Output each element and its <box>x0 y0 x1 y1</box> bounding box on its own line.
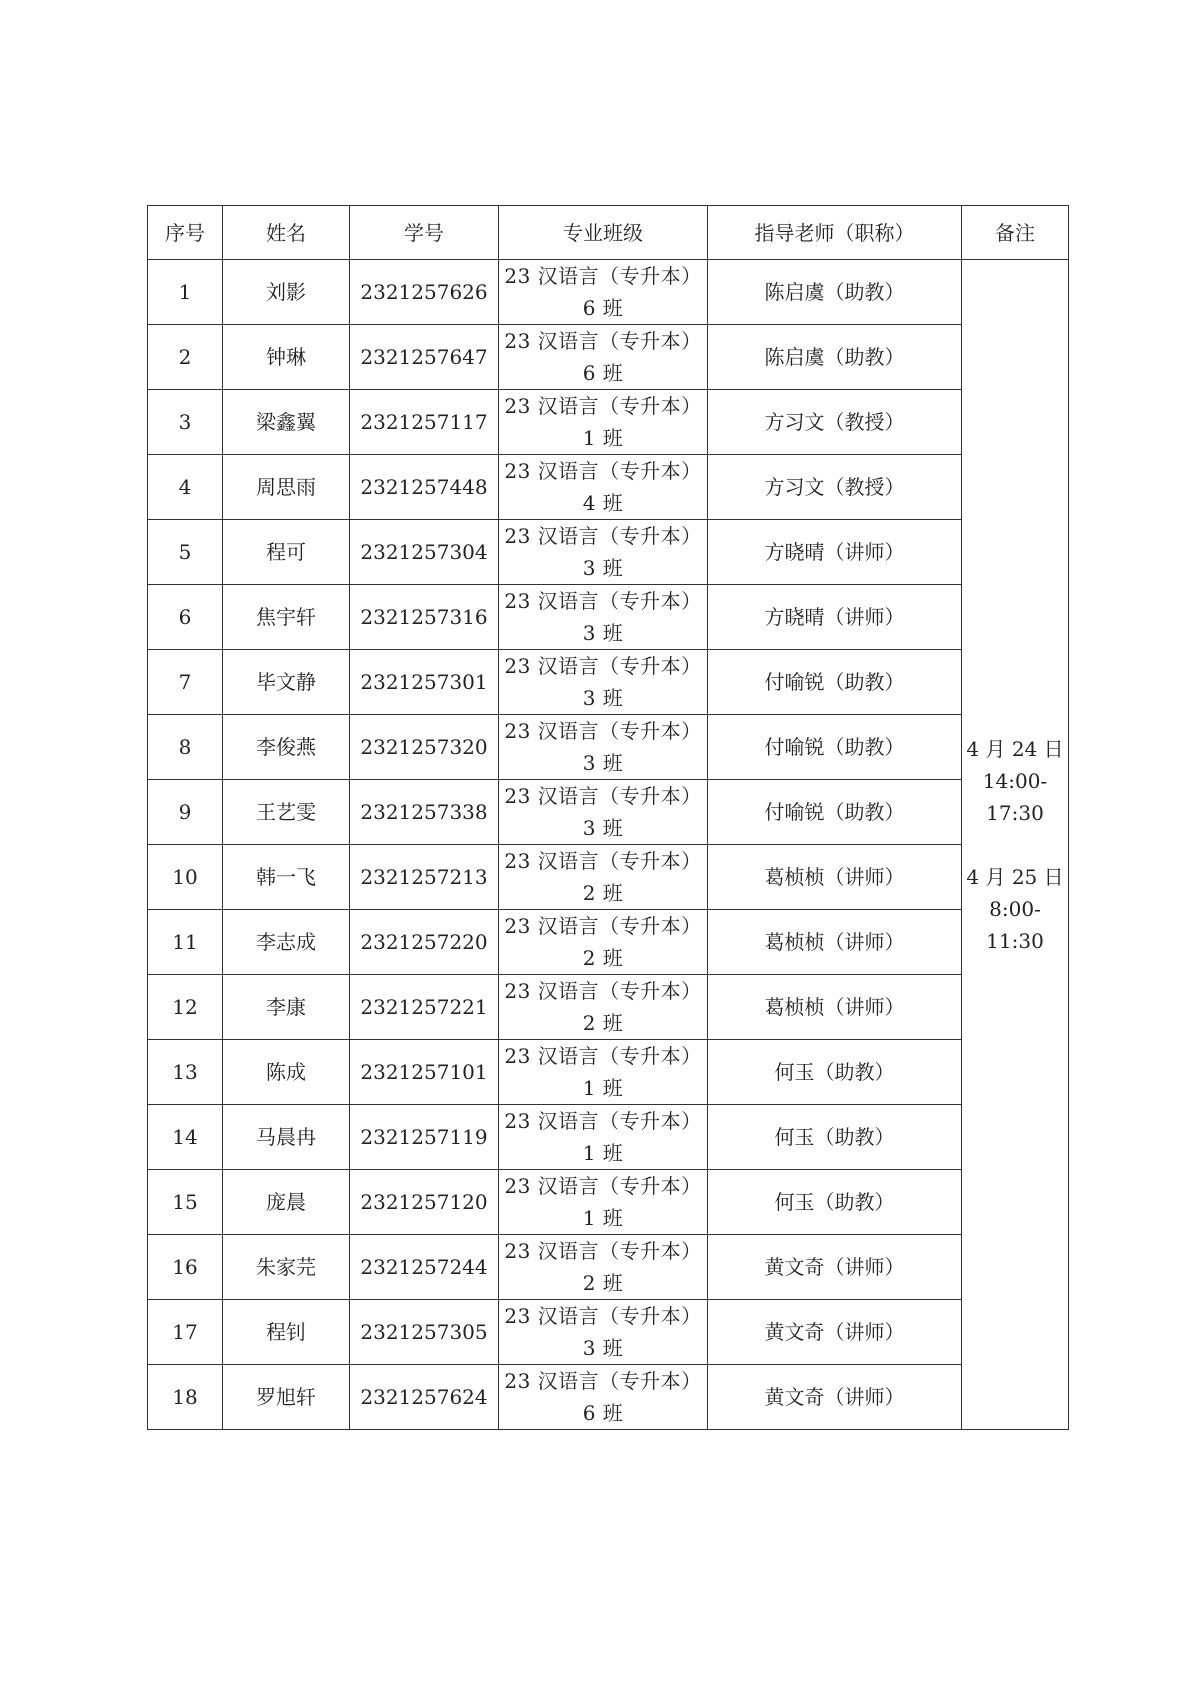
advisor: 黄文奇（讲师） <box>708 1300 962 1365</box>
advisor: 黄文奇（讲师） <box>708 1365 962 1430</box>
class-line-1: 23 汉语言（专升本） <box>504 1044 702 1068</box>
class-line-2: 1 班 <box>582 426 624 450</box>
class-line-2: 2 班 <box>582 946 624 970</box>
student-name: 李俊燕 <box>223 715 350 780</box>
row-no: 17 <box>148 1300 223 1365</box>
student-class <box>499 1040 708 1105</box>
advisor: 付喻锐（助教） <box>708 780 962 845</box>
student-id: 2321257624 <box>350 1365 499 1430</box>
row-no: 10 <box>148 845 223 910</box>
table-row <box>148 910 1069 975</box>
class-line-2: 6 班 <box>582 1401 624 1425</box>
class-line-2: 2 班 <box>582 1011 624 1035</box>
advisor: 何玉（助教） <box>708 1170 962 1235</box>
student-class <box>499 780 708 845</box>
student-id: 2321257221 <box>350 975 499 1040</box>
row-no: 9 <box>148 780 223 845</box>
row-no: 1 <box>148 260 223 325</box>
student-name: 焦宇轩 <box>223 585 350 650</box>
class-line-1: 23 汉语言（专升本） <box>504 329 702 353</box>
advisor: 方习文（教授） <box>708 455 962 520</box>
row-no: 11 <box>148 910 223 975</box>
table-row <box>148 1170 1069 1235</box>
class-line-1: 23 汉语言（专升本） <box>504 459 702 483</box>
student-id: 2321257305 <box>350 1300 499 1365</box>
class-line-2: 3 班 <box>582 621 624 645</box>
roster-body <box>148 260 1069 1430</box>
class-line-1: 23 汉语言（专升本） <box>504 394 702 418</box>
student-class <box>499 650 708 715</box>
student-class <box>499 975 708 1040</box>
class-line-1: 23 汉语言（专升本） <box>504 1109 702 1133</box>
student-name: 李康 <box>223 975 350 1040</box>
student-name: 刘影 <box>223 260 350 325</box>
table-row <box>148 845 1069 910</box>
student-class <box>499 455 708 520</box>
note-day2-date: 4 月 25 日 <box>966 864 1064 889</box>
advisor: 付喻锐（助教） <box>708 715 962 780</box>
advisor: 葛桢桢（讲师） <box>708 845 962 910</box>
student-class <box>499 910 708 975</box>
class-line-2: 1 班 <box>582 1206 624 1230</box>
student-id: 2321257320 <box>350 715 499 780</box>
table-row <box>148 520 1069 585</box>
student-name: 罗旭轩 <box>223 1365 350 1430</box>
class-line-2: 6 班 <box>582 361 624 385</box>
student-name: 毕文静 <box>223 650 350 715</box>
student-name: 程可 <box>223 520 350 585</box>
row-no: 4 <box>148 455 223 520</box>
note-spacer <box>966 829 1064 861</box>
advisor: 陈启虞（助教） <box>708 260 962 325</box>
student-id: 2321257119 <box>350 1105 499 1170</box>
class-line-2: 4 班 <box>582 491 624 515</box>
student-class <box>499 1300 708 1365</box>
student-class <box>499 325 708 390</box>
class-line-2: 3 班 <box>582 1336 624 1360</box>
student-id: 2321257244 <box>350 1235 499 1300</box>
note-day2-start: 8:00- <box>989 896 1041 921</box>
roster-table <box>147 205 1069 1430</box>
student-id: 2321257120 <box>350 1170 499 1235</box>
student-class <box>499 260 708 325</box>
class-line-1: 23 汉语言（专升本） <box>504 914 702 938</box>
student-class <box>499 1365 708 1430</box>
header-row <box>148 206 1069 260</box>
student-class <box>499 1235 708 1300</box>
student-id: 2321257304 <box>350 520 499 585</box>
row-no: 5 <box>148 520 223 585</box>
class-line-2: 3 班 <box>582 686 624 710</box>
advisor: 葛桢桢（讲师） <box>708 910 962 975</box>
student-name: 庞晨 <box>223 1170 350 1235</box>
table-row <box>148 1235 1069 1300</box>
table-row <box>148 975 1069 1040</box>
advisor: 葛桢桢（讲师） <box>708 975 962 1040</box>
note-day2-end: 11:30 <box>986 928 1044 953</box>
class-line-1: 23 汉语言（专升本） <box>504 849 702 873</box>
advisor: 陈启虞（助教） <box>708 325 962 390</box>
advisor: 付喻锐（助教） <box>708 650 962 715</box>
table-row <box>148 325 1069 390</box>
table-row <box>148 650 1069 715</box>
advisor: 何玉（助教） <box>708 1040 962 1105</box>
header-class: 专业班级 <box>499 206 708 260</box>
student-name: 李志成 <box>223 910 350 975</box>
student-id: 2321257213 <box>350 845 499 910</box>
student-class <box>499 585 708 650</box>
header-note: 备注 <box>962 206 1069 260</box>
table-row <box>148 1040 1069 1105</box>
class-line-1: 23 汉语言（专升本） <box>504 719 702 743</box>
class-line-2: 3 班 <box>582 816 624 840</box>
table-row <box>148 455 1069 520</box>
table-row <box>148 780 1069 845</box>
class-line-1: 23 汉语言（专升本） <box>504 1369 702 1393</box>
student-name: 陈成 <box>223 1040 350 1105</box>
header-name: 姓名 <box>223 206 350 260</box>
student-name: 钟琳 <box>223 325 350 390</box>
class-line-1: 23 汉语言（专升本） <box>504 654 702 678</box>
advisor: 方晓晴（讲师） <box>708 520 962 585</box>
student-class <box>499 390 708 455</box>
row-no: 18 <box>148 1365 223 1430</box>
table-row <box>148 260 1069 325</box>
student-class <box>499 1105 708 1170</box>
note-day1-end: 17:30 <box>986 800 1044 825</box>
row-no: 13 <box>148 1040 223 1105</box>
row-no: 2 <box>148 325 223 390</box>
row-no: 8 <box>148 715 223 780</box>
student-id: 2321257101 <box>350 1040 499 1105</box>
student-class <box>499 715 708 780</box>
note-day1-start: 14:00- <box>982 768 1048 793</box>
class-line-2: 1 班 <box>582 1076 624 1100</box>
student-id: 2321257448 <box>350 455 499 520</box>
student-class <box>499 845 708 910</box>
header-no: 序号 <box>148 206 223 260</box>
row-no: 7 <box>148 650 223 715</box>
student-id: 2321257117 <box>350 390 499 455</box>
advisor: 方习文（教授） <box>708 390 962 455</box>
table-row <box>148 1300 1069 1365</box>
class-line-1: 23 汉语言（专升本） <box>504 979 702 1003</box>
note-day1-date: 4 月 24 日 <box>966 736 1064 761</box>
student-name: 韩一飞 <box>223 845 350 910</box>
table-row <box>148 715 1069 780</box>
row-no: 12 <box>148 975 223 1040</box>
row-no: 16 <box>148 1235 223 1300</box>
student-id: 2321257338 <box>350 780 499 845</box>
class-line-2: 1 班 <box>582 1141 624 1165</box>
class-line-1: 23 汉语言（专升本） <box>504 1304 702 1328</box>
row-no: 3 <box>148 390 223 455</box>
student-class <box>499 1170 708 1235</box>
table-row <box>148 585 1069 650</box>
student-class <box>499 520 708 585</box>
class-line-2: 6 班 <box>582 296 624 320</box>
header-id: 学号 <box>350 206 499 260</box>
row-no: 14 <box>148 1105 223 1170</box>
student-name: 周思雨 <box>223 455 350 520</box>
student-id: 2321257220 <box>350 910 499 975</box>
class-line-2: 3 班 <box>582 556 624 580</box>
note-cell <box>962 260 1069 1430</box>
class-line-2: 2 班 <box>582 1271 624 1295</box>
student-name: 程钊 <box>223 1300 350 1365</box>
student-id: 2321257316 <box>350 585 499 650</box>
student-id: 2321257301 <box>350 650 499 715</box>
advisor: 何玉（助教） <box>708 1105 962 1170</box>
student-name: 朱家芫 <box>223 1235 350 1300</box>
advisor: 方晓晴（讲师） <box>708 585 962 650</box>
student-id: 2321257647 <box>350 325 499 390</box>
table-row <box>148 1365 1069 1430</box>
class-line-1: 23 汉语言（专升本） <box>504 784 702 808</box>
row-no: 6 <box>148 585 223 650</box>
row-no: 15 <box>148 1170 223 1235</box>
table-row <box>148 390 1069 455</box>
class-line-1: 23 汉语言（专升本） <box>504 1174 702 1198</box>
class-line-1: 23 汉语言（专升本） <box>504 589 702 613</box>
student-name: 梁鑫翼 <box>223 390 350 455</box>
header-advisor: 指导老师（职称） <box>708 206 962 260</box>
class-line-2: 2 班 <box>582 881 624 905</box>
student-name: 马晨冉 <box>223 1105 350 1170</box>
student-id: 2321257626 <box>350 260 499 325</box>
table-row <box>148 1105 1069 1170</box>
class-line-2: 3 班 <box>582 751 624 775</box>
class-line-1: 23 汉语言（专升本） <box>504 524 702 548</box>
advisor: 黄文奇（讲师） <box>708 1235 962 1300</box>
class-line-1: 23 汉语言（专升本） <box>504 1239 702 1263</box>
class-line-1: 23 汉语言（专升本） <box>504 264 702 288</box>
student-name: 王艺雯 <box>223 780 350 845</box>
